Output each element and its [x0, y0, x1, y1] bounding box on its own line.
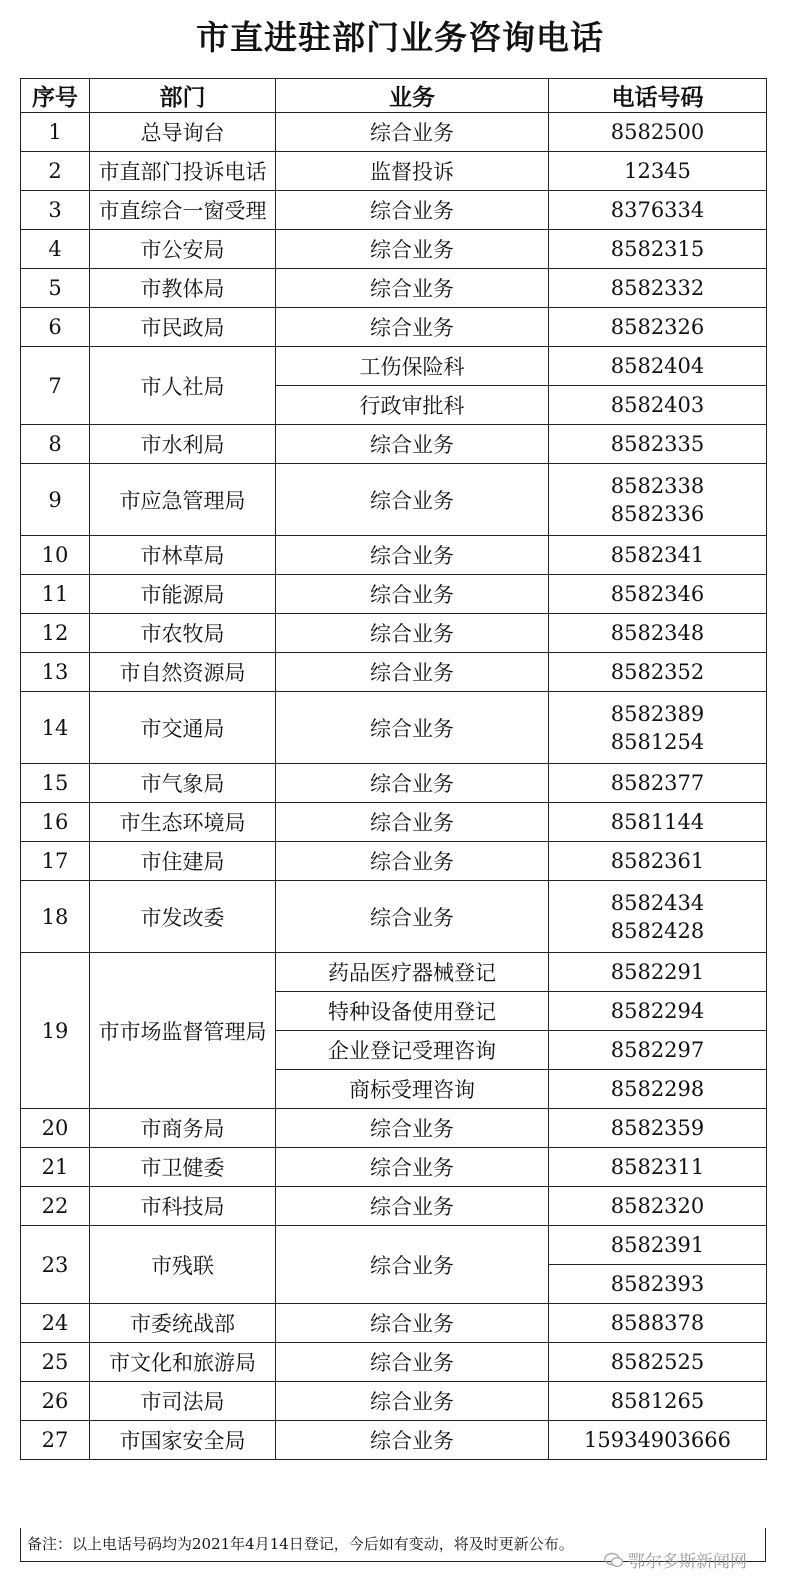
department-cell: 市水利局	[90, 425, 276, 464]
business-cell: 综合业务	[276, 230, 549, 269]
phone-number: 8581265	[610, 1389, 705, 1413]
department-cell: 市能源局	[90, 575, 276, 614]
phone-cell	[549, 269, 767, 308]
table-row	[21, 464, 767, 536]
phone-cell	[549, 764, 767, 803]
row-number: 11	[21, 575, 90, 614]
phone-cell: 8582393	[549, 1265, 767, 1304]
department-cell: 市农牧局	[90, 614, 276, 653]
department-cell: 市住建局	[90, 842, 276, 881]
phone-number: 8582359	[610, 1116, 705, 1140]
phone-cell	[549, 692, 767, 764]
business-cell: 综合业务	[276, 842, 549, 881]
table-row	[21, 1187, 767, 1226]
business-cell: 综合业务	[276, 575, 549, 614]
watermark	[604, 1547, 747, 1572]
phone-cell	[549, 1031, 767, 1070]
row-number: 19	[21, 953, 90, 1109]
row-number: 13	[21, 653, 90, 692]
business-cell: 企业登记受理咨询	[276, 1031, 549, 1070]
table-row	[21, 230, 767, 269]
business-cell: 综合业务	[276, 692, 549, 764]
department-cell: 市残联	[90, 1226, 276, 1304]
row-number: 15	[21, 764, 90, 803]
phone-number: 8582434	[610, 890, 705, 915]
table-row	[21, 347, 767, 386]
row-number: 17	[21, 842, 90, 881]
row-number: 7	[21, 347, 90, 425]
header-dept: 部门	[90, 79, 276, 113]
row-number: 24	[21, 1304, 90, 1343]
department-cell: 市自然资源局	[90, 653, 276, 692]
business-cell: 药品医疗器械登记	[276, 953, 549, 992]
row-number: 18	[21, 881, 90, 953]
row-number: 1	[21, 113, 90, 152]
department-cell: 市交通局	[90, 692, 276, 764]
phone-cell	[549, 992, 767, 1031]
business-cell: 综合业务	[276, 803, 549, 842]
department-cell: 市气象局	[90, 764, 276, 803]
department-cell: 市科技局	[90, 1187, 276, 1226]
business-cell: 综合业务	[276, 1226, 549, 1304]
business-cell: 综合业务	[276, 1109, 549, 1148]
phone-cell	[549, 881, 767, 953]
phone-cell	[549, 230, 767, 269]
phone-number: 8582377	[610, 771, 705, 795]
department-cell: 市直部门投诉电话	[90, 152, 276, 191]
phone-cell	[549, 464, 767, 536]
table-row	[21, 191, 767, 230]
row-number: 16	[21, 803, 90, 842]
phone-number: 8582298	[610, 1077, 705, 1101]
phone-number: 8376334	[610, 198, 705, 222]
business-cell: 综合业务	[276, 764, 549, 803]
department-cell: 市生态环境局	[90, 803, 276, 842]
table-row	[21, 1109, 767, 1148]
department-cell: 市应急管理局	[90, 464, 276, 536]
header-phone: 电话号码	[549, 79, 767, 113]
phone-cell	[549, 113, 767, 152]
table-row	[21, 653, 767, 692]
row-number: 20	[21, 1109, 90, 1148]
table-row	[21, 614, 767, 653]
table-row	[21, 881, 767, 953]
phone-number: 8581254	[610, 729, 705, 754]
department-cell: 市委统战部	[90, 1304, 276, 1343]
phone-cell	[549, 1187, 767, 1226]
department-cell: 市民政局	[90, 308, 276, 347]
phone-cell	[549, 1148, 767, 1187]
department-cell: 市林草局	[90, 536, 276, 575]
phone-number: 8582361	[610, 849, 705, 873]
row-number: 12	[21, 614, 90, 653]
watermark-text: 鄂尔多斯新闻网	[628, 1552, 747, 1572]
phone-cell	[549, 1109, 767, 1148]
phone-cell	[549, 1421, 767, 1460]
business-cell: 综合业务	[276, 113, 549, 152]
phone-cell	[549, 1070, 767, 1109]
table-row	[21, 425, 767, 464]
phone-cell	[549, 191, 767, 230]
business-cell: 综合业务	[276, 1343, 549, 1382]
phone-cell	[549, 803, 767, 842]
phone-number: 8582338	[610, 473, 705, 498]
row-number: 26	[21, 1382, 90, 1421]
header-row	[21, 79, 767, 113]
table-row	[21, 692, 767, 764]
phone-cell	[549, 575, 767, 614]
row-number: 5	[21, 269, 90, 308]
business-cell: 行政审批科	[276, 386, 549, 425]
phone-number: 8582341	[610, 543, 705, 567]
phone-number: 8582336	[610, 501, 705, 526]
table-row	[21, 1226, 767, 1265]
business-cell: 综合业务	[276, 881, 549, 953]
phone-cell: 8582391	[549, 1226, 767, 1265]
business-cell: 商标受理咨询	[276, 1070, 549, 1109]
phone-number: 8582389	[610, 701, 705, 726]
business-cell: 综合业务	[276, 614, 549, 653]
phone-cell	[549, 1382, 767, 1421]
phone-number: 8582346	[610, 582, 705, 606]
phone-number: 8582428	[610, 918, 705, 943]
row-number: 21	[21, 1148, 90, 1187]
row-number: 8	[21, 425, 90, 464]
phone-cell	[549, 347, 767, 386]
department-cell: 市司法局	[90, 1382, 276, 1421]
business-cell: 综合业务	[276, 464, 549, 536]
row-number: 22	[21, 1187, 90, 1226]
page-title: 市直进驻部门业务咨询电话	[196, 18, 604, 57]
department-cell: 市商务局	[90, 1109, 276, 1148]
phone-number: 8582525	[610, 1350, 705, 1374]
business-cell: 综合业务	[276, 425, 549, 464]
department-cell: 市发改委	[90, 881, 276, 953]
phone-number: 8582315	[610, 237, 705, 261]
business-cell: 综合业务	[276, 1304, 549, 1343]
table-row	[21, 1304, 767, 1343]
row-number: 3	[21, 191, 90, 230]
phone-cell	[549, 308, 767, 347]
table-row	[21, 269, 767, 308]
table-row	[21, 764, 767, 803]
business-cell: 工伤保险科	[276, 347, 549, 386]
table-row	[21, 113, 767, 152]
phone-number: 8582294	[610, 999, 705, 1023]
phone-number: 8582352	[610, 660, 705, 684]
phone-number: 8582291	[610, 960, 705, 984]
phone-cell	[549, 653, 767, 692]
phone-number: 8582403	[610, 393, 705, 417]
department-cell: 市文化和旅游局	[90, 1343, 276, 1382]
table-row	[21, 308, 767, 347]
phone-number: 15934903666	[584, 1428, 731, 1452]
phone-number: 8582320	[610, 1194, 705, 1218]
phone-cell	[549, 152, 767, 191]
row-number: 4	[21, 230, 90, 269]
table-body	[21, 113, 767, 1460]
phone-number: 8582297	[610, 1038, 705, 1062]
row-number: 6	[21, 308, 90, 347]
business-cell: 综合业务	[276, 1187, 549, 1226]
department-cell: 市直综合一窗受理	[90, 191, 276, 230]
department-cell: 市市场监督管理局	[90, 953, 276, 1109]
row-number: 23	[21, 1226, 90, 1304]
business-cell: 综合业务	[276, 1382, 549, 1421]
phone-cell	[549, 536, 767, 575]
phone-cell	[549, 386, 767, 425]
table-row	[21, 152, 767, 191]
business-cell: 综合业务	[276, 536, 549, 575]
department-cell: 市教体局	[90, 269, 276, 308]
phone-table	[20, 78, 767, 1460]
phone-number: 8582348	[610, 621, 705, 645]
phone-number: 8582335	[610, 432, 705, 456]
business-cell: 监督投诉	[276, 152, 549, 191]
department-cell: 市卫健委	[90, 1148, 276, 1187]
business-cell: 综合业务	[276, 191, 549, 230]
phone-cell	[549, 1304, 767, 1343]
table-row	[21, 1421, 767, 1460]
business-cell: 综合业务	[276, 653, 549, 692]
business-cell: 特种设备使用登记	[276, 992, 549, 1031]
table-row	[21, 803, 767, 842]
phone-number: 8588378	[610, 1311, 705, 1335]
phone-cell	[549, 425, 767, 464]
header-no: 序号	[21, 79, 90, 113]
phone-number: 8582311	[610, 1155, 705, 1179]
header-business: 业务	[276, 79, 549, 113]
table-row	[21, 953, 767, 992]
phone-number: 8582500	[610, 120, 705, 144]
department-cell: 市国家安全局	[90, 1421, 276, 1460]
phone-cell	[549, 614, 767, 653]
table-row	[21, 1343, 767, 1382]
department-cell: 市人社局	[90, 347, 276, 425]
row-number: 27	[21, 1421, 90, 1460]
wechat-icon	[604, 1552, 624, 1568]
table-row	[21, 536, 767, 575]
phone-number: 12345	[624, 159, 691, 183]
row-number: 9	[21, 464, 90, 536]
phone-number: 8582326	[610, 315, 705, 339]
row-number: 14	[21, 692, 90, 764]
business-cell: 综合业务	[276, 1421, 549, 1460]
phone-cell	[549, 842, 767, 881]
business-cell: 综合业务	[276, 1148, 549, 1187]
row-number: 25	[21, 1343, 90, 1382]
business-cell: 综合业务	[276, 308, 549, 347]
row-number: 2	[21, 152, 90, 191]
table-row	[21, 1382, 767, 1421]
row-number: 10	[21, 536, 90, 575]
phone-cell	[549, 953, 767, 992]
table-row	[21, 1148, 767, 1187]
department-cell: 市公安局	[90, 230, 276, 269]
table-row	[21, 575, 767, 614]
phone-number: 8581144	[610, 810, 705, 834]
table-row	[21, 842, 767, 881]
phone-number: 8582404	[610, 354, 705, 378]
phone-cell	[549, 1343, 767, 1382]
department-cell: 总导询台	[90, 113, 276, 152]
business-cell: 综合业务	[276, 269, 549, 308]
footnote: 备注：以上电话号码均为2021年4月14日登记，今后如有变动，将及时更新公布。	[20, 1528, 766, 1562]
phone-number: 8582332	[610, 276, 705, 300]
